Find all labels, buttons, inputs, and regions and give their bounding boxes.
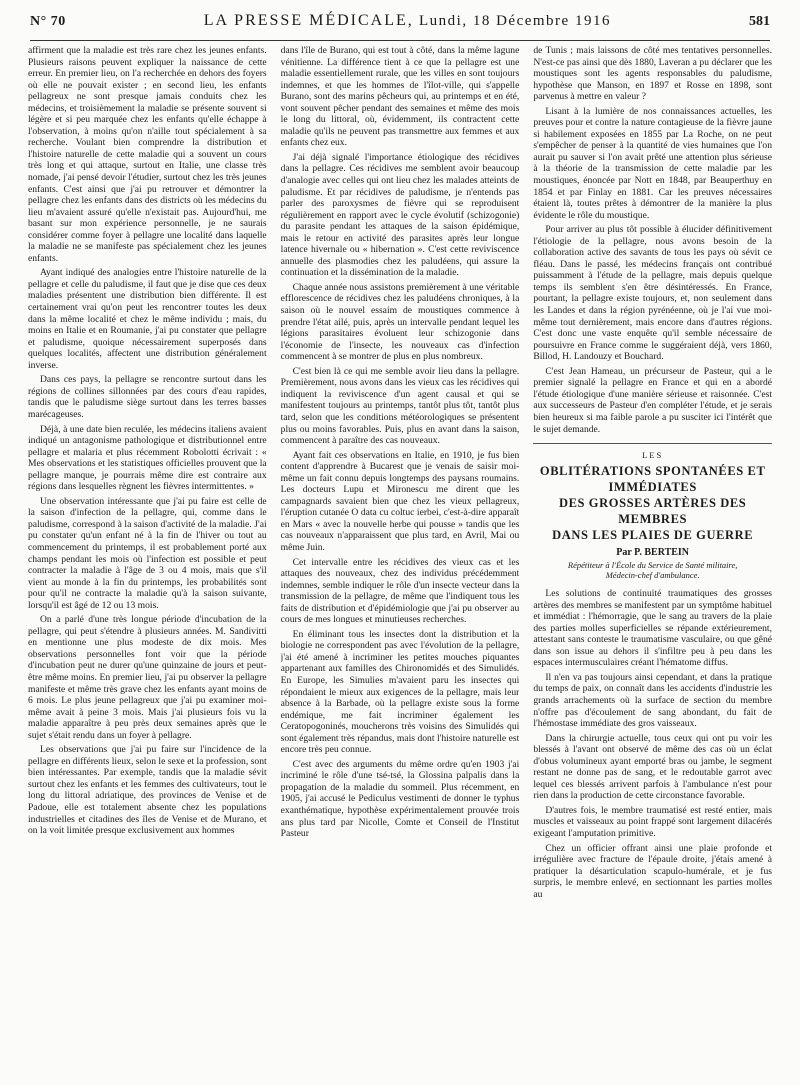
article-prefix: LES <box>642 450 664 461</box>
column-1 <box>28 45 267 1085</box>
page-header <box>30 12 770 41</box>
issue-date: Lundi, 18 Décembre 1916 <box>413 13 611 29</box>
article-title-line: DANS LES PLAIES DE GUERRE <box>552 528 754 543</box>
column-2 <box>281 45 520 1085</box>
paragraph: affirment que la maladie est très rare chez les jeunes enfants. Plusieurs raisons peuvent expliquer la naissance de cette erreur. En premier lieu, on l'a recherchée en dehors des foyers où elle ne pouvait exister ; en second lieu, les enfants pellagreux ne sont presque jamais conduits chez les médecins, et troisièmement la maladie se présente souvent si légère et si peu marquée chez les enfants qu'elle échappe à l'observation, à moins qu'on n'aille tout spécialement à sa recherche. Voulant bien comprendre la distribution et l'histoire naturelle de cette maladie qui a souvent un cours très long et qui attaque, surtout en Italie, une classe très nomade, j'ai pensé devoir l'étudier, surtout chez les très jeunes enfants. C'est ainsi que j'ai pu retrouver et démontrer la pellagre chez les enfants dans des districts où les médecins du lieu m'avaient assuré qu'elle n'existait pas. Aujourd'hui, me basant sur mon expérience personnelle, je ne saurais considérer comme foyer à pellagre une localité dans laquelle la maladie ne se manifeste pas spécialement chez les jeunes enfants. <box>28 45 267 264</box>
paragraph: Ayant fait ces observations en Italie, en 1910, je fus bien content d'apprendre à Bucarest que je venais de saisir moi-même un fait connu depuis longtemps des paysans roumains. Les docteurs Lupu et Mironescu me dirent que les campagnards savaient bien que chez les vieux pellagreux, l'éruption cutanée O data cu coltuc ierbei, c'est-à-dire apparaît en Mars « avec la nouvelle herbe qui pousse » tandis que les cas nouveaux n'apparaissent que plus tard, en Avril, Mai ou même Juin. <box>280 449 520 553</box>
paragraph: En éliminant tous les insectes dont la distribution et la biologie ne correspondent pas avec l'évolution de la pellagre, j'ai été amené à incriminer les petites mouches piquantes appartenant aux familles des Chironomidés et des Simulidés. En Europe, les Simulies m'avaient paru les insectes qui répondaient le mieux aux exigences de la pellagre, mais leur absence à la Barbade, où la pellagre existe sous la forme endémique, me fait incriminer également les Ceratopogoninés, moucherons très voisins des Simulidés qui sont également très répandus, mais dont l'histoire naturelle est encore très peu connue. <box>280 628 520 756</box>
paragraph: D'autres fois, le membre traumatisé est resté entier, mais muscles et vaisseaux au point frappé sont largement dilacérés exigeant l'amputation primitive. <box>533 804 772 839</box>
paragraph: dans l'île de Burano, qui est tout à côté, dans la même lagune vénitienne. La différence tient à ce que la pellagre est une maladie essentiellement rurale, que les villes en sont toujours indemnes, et que les hommes de l'îlot-ville, qui s'appelle Burano, sont des marins pêcheurs qui, au printemps et en été, vont souvent pêcher pendant des semaines et même des mois le long du littoral, où, évidemment, ils contractent cette maladie qu'ils ne peuvent pas transmettre aux femmes et aux enfants chez eux. <box>280 45 520 149</box>
column-3 <box>533 45 772 1085</box>
paragraph: Lisant à la lumière de nos connaissances actuelles, les preuves pour et contre la nature contagieuse de la fièvre jaune si habilement exposées en 1855 par La Roche, on ne peut s'empêcher de penser à la quantité de vies humaines que l'on aurait pu sauver si l'on avait prêté une attention plus sérieuse à la théorie de la transmission de cette maladie par les moustiques, énoncée par Nott en 1848, par Beauperthuy en 1854 et par Finlay en 1881. Car les preuves nécessaires étaient là, toutes prêtes à démontrer de la manière la plus évidente le rôle du moustique. <box>533 105 772 221</box>
paragraph: C'est bien là ce qui me semble avoir lieu dans la pellagre. Premièrement, nous avons dans les vieux cas les récidives qui indiquent la reviviscence d'un agent causal et qui se manifestent toujours au printemps, tantôt plus tôt, tantôt plus tard, selon que les conditions météorologiques se présentent plus ou moins favorables. Puis, plus en avant dans la saison, commencent à paraître des cas nouveaux. <box>280 365 520 447</box>
paragraph: Dans la chirurgie actuelle, tous ceux qui ont pu voir les blessés à l'avant ont observé de même des cas où un éclat d'obus volumineux ayant emporté bras ou jambe, le segment restant ne donne pas de sang, et le redoutable garrot avec lequel ces blessés arrivent parfois à l'ambulance n'est pour rien dans la production de cette circonstance favorable. <box>533 732 772 802</box>
paragraph: Chez un officier offrant ainsi une plaie profonde et irrégulière avec fracture de l'épaule droite, j'étais amené à pratiquer la désarticulation scapulo-humérale, et je fus surpris, le membre enlevé, en sectionnant les parties molles au <box>533 842 772 900</box>
article-divider <box>533 443 772 444</box>
page-number: 581 <box>748 14 770 29</box>
paragraph: Dans ces pays, la pellagre se rencontre surtout dans les régions de collines sillonnées par des cours d'eau rapides, tandis que le paludisme siège surtout dans les terres basses marécageuses. <box>28 374 267 420</box>
paragraph: Les solutions de continuité traumatiques des grosses artères des membres se manifestent par un symptôme habituel et immédiat : l'hémorragie, que le sang au travers de la plaie des parties molles superficielles se répande extérieurement, attestant sans conteste le traumatisme vasculaire, ou que gêné dans son issue au dehors il s'infiltre peu à peu dans les espaces intermusculaires créant l'hématome diffus. <box>533 588 772 669</box>
paragraph: Ayant indiqué des analogies entre l'histoire naturelle de la pellagre et celle du paludisme, il faut que je dise que ces deux maladies présentent une distribution bien différente. Il est certainement vrai qu'on peut les rencontrer toutes les deux dans la même localité et chez le même individu ; mais, du moins en Italie et en Roumanie, j'ai pu constater que pellagre et paludisme, quoique nécessairement superposés dans quelques localités, affectent une distribution généralement inverse. <box>28 267 267 371</box>
journal-name: LA PRESSE MÉDICALE, <box>203 12 414 29</box>
paragraph: Il n'en va pas toujours ainsi cependant, et dans la pratique du temps de paix, on connaît dans les accidents d'industrie les grands arrachements où la surface de section du membre n'offre pas d'écoulement de sang abondant, du fait de l'hémostase immédiate des gros vaisseaux. <box>533 671 772 730</box>
journal-title <box>204 12 611 30</box>
paragraph: Déjà, à une date bien reculée, les médecins italiens avaient indiqué un antagonisme pathologique et distributionnel entre pellagre et malaria et plus récemment Robolotti écrivait : « Mes observations et les statistiques officielles prouvent que la pellagre manque, je pourrais même dire est contraire aux régions dans lesquelles règnent les fièvres intermittentes. » <box>28 423 267 493</box>
paragraph: Chaque année nous assistons premièrement à une véritable efflorescence de récidives chez les paludéens chroniques, à la saison où le nouvel essaim de moustiques commence à prendre l'état ailé, puis, après un intervalle pendant lequel les légions parasitaires évoluent leur schizogonie dans l'économie de l'insecte, les nouveaux cas d'infection commencent à se montrer de plus en plus nombreux. <box>280 281 520 363</box>
affiliation-line: Médecin-chef d'ambulance. <box>605 570 700 581</box>
paragraph: C'est avec des arguments du même ordre qu'en 1903 j'ai incriminé le rôle d'une tsé-tsé, la Glossina palpalis dans la propagation de la maladie du sommeil. Plus récemment, en 1905, j'ai accusé le Pediculus vestimenti de donner le typhus exanthématique, hypothèse expérimentalement prouvée trois ans plus tard par Nicolle, Comte et Conseil de l'Institut Pasteur <box>280 758 520 840</box>
article-title <box>533 463 772 543</box>
paragraph: Une observation intéressante que j'ai pu faire est celle de la saison d'infection de la pellagre, qui, comme dans le paludisme, correspond à la saison d'activité de la maladie. J'ai pu constater qu'un enfant né à la fin de l'hiver ou tout au commencement du printemps, il est probablement porté aux champs pendant les mois où l'infection est possible et peut contracter la maladie à l'âge de 3 ou 4 mois, mais que s'il vient au monde à la fin du printemps, les probabilités sont pour qu'il ne contracte la maladie qu'à la saison suivante, lorsqu'il est âgé de 12 ou 13 mois. <box>28 495 267 611</box>
paragraph: J'ai déjà signalé l'importance étiologique des récidives dans la pellagre. Ces récidives me semblent avoir beaucoup d'analogie avec celles qui ont lieu chez les malades atteints de paludisme. Et par récidives de paludisme, je n'entends pas parler des paroxysmes de fièvre qui se reproduisent régulièrement en rapport avec le cycle évolutif (schizogonie) du parasite pendant les attaques de la saison épidémique, mais le retour en activité des parasites après leur longue latence hivernale ou « hibernation ». C'est cette reviviscence annuelle des plasmodies chez les paludéens, qui assure la continuation et la dissémination de la maladie. <box>280 151 520 279</box>
issue-number: N° 70 <box>30 14 66 29</box>
paragraph: On a parlé d'une très longue période d'incubation de la pellagre, qui peut s'étendre à plusieurs années. M. Sandivitti en mentionne une plus modeste de dix mois. Mes observations personnelles font voir que la période d'incubation peut ne durer qu'une quinzaine de jours et peut-être même moins. En premier lieu, j'ai pu observer la pellagre manifeste et même très grave chez les enfants ayant moins de 6 mois. Le plus jeune pellagreux que j'ai pu examiner moi-même avait à peine 3 mois. Mais j'ai plusieurs fois vu la maladie apparaître à peu près deux semaines après que le sujet s'était rendu dans un foyer à pellagre. <box>28 614 267 741</box>
affiliation-line: Répétiteur à l'École du Service de Santé militaire, <box>567 560 738 571</box>
paragraph: de Tunis ; mais laissons de côté mes tentatives personnelles. N'est-ce pas ainsi que dès 1880, Laveran a pu déclarer que les moustiques sont les agents responsables du paludisme, hypothèse que Manson, en 1897 et Rosse en 1898, sont parvenus à mettre en valeur ? <box>533 45 772 103</box>
paragraph: Cet intervalle entre les récidives des vieux cas et les attaques des nouveaux, chez des individus précédemment indemnes, semble indiquer le rôle d'un insecte vecteur dans la transmission de la pellagre, de même que l'indiquent tous les faits de distribution et d'épidémiologie que j'ai pu observer au cours de mes longues et minutieuses recherches. <box>280 556 520 626</box>
paragraph: C'est Jean Hameau, un précurseur de Pasteur, qui a le premier signalé la pellagre en France et qui en a abordé l'étude étiologique d'une manière sérieuse et raisonnée. C'est aux successeurs de Pasteur d'en compléter l'étude, et je serais bien heureux si ma faible parole a pu susciter ici l'intérêt que le sujet demande. <box>533 365 772 435</box>
paragraph: Les observations que j'ai pu faire sur l'incidence de la pellagre en différents lieux, selon le sexe et la profession, sont bien intéressantes. Par exemple, tandis que la maladie sévit surtout chez les enfants et les femmes des cultivateurs, tout le long du littoral adriatique, des provinces de Venise et de Padoue, elle est totalement absente chez les populations industrielles et citadines des îles de Venise et de Murano, et on la voit limitée presque exclusivement aux hommes <box>28 744 267 837</box>
article-author: Par P. BERTEIN <box>616 547 690 559</box>
article-title-line: DES GROSSES ARTÈRES DES MEMBRES <box>558 496 747 527</box>
article-title-line: OBLITÉRATIONS SPONTANÉES ET IMMÉDIATES <box>539 464 766 495</box>
paragraph: Pour arriver au plus tôt possible à élucider définitivement l'étiologie de la pellagre, nous avons besoin de la collaboration active des savants de tous les pays où sévit ce fléau. Dans le passé, les médecins français ont contribué puissamment à l'étude de la pellagre, mais depuis quelque temps ils semblent s'en être désintéressés. En France, pourtant, la pellagre existe toujours, et, non seulement dans les Landes et dans la région pyrénéenne, où je l'ai vue moi-même tout dernièrement, mais encore dans d'autres régions. C'est donc une vaste enquête qu'il semble nécessaire de poursuivre en France comme le suggéraient déjà, vers 1860, Billod, H. Landouzy et Bouchard. <box>533 224 772 363</box>
text-columns <box>22 45 778 1085</box>
author-affiliation <box>533 560 772 580</box>
